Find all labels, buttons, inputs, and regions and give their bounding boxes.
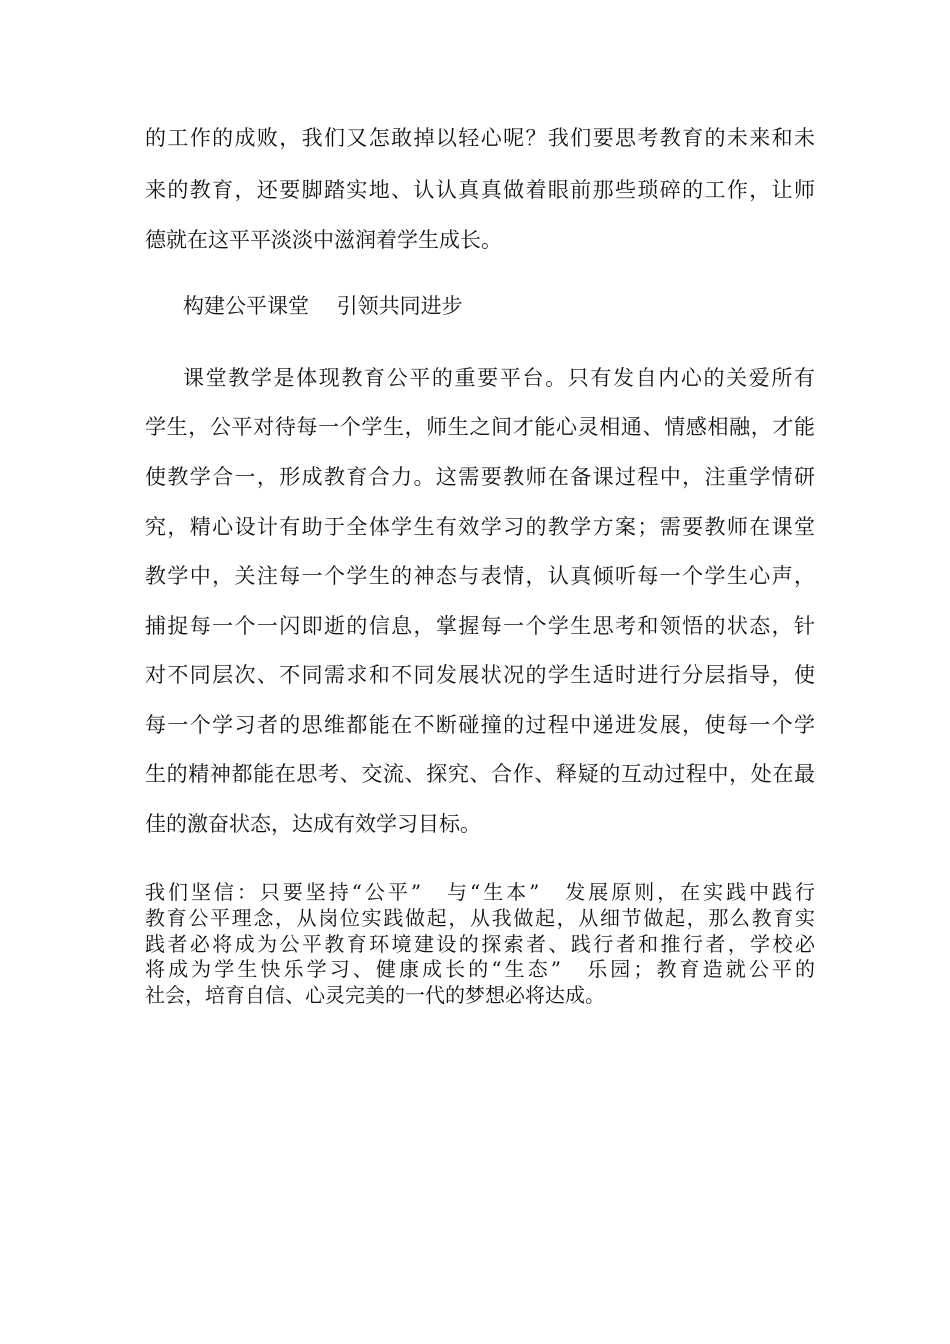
classroom-line-1: 课堂教学是体现教育公平的重要平台。只有发自内心的关爱所有: [183, 366, 815, 390]
classroom-line-9: 生的精神都能在思考、交流、探究、合作、释疑的互动过程中，处在最: [145, 762, 815, 786]
classroom-line-8: 每一个学习者的思维都能在不断碰撞的过程中递进发展，使每一个学: [145, 713, 815, 737]
conclusion-line-5: 社会，培育自信、心灵完美的一代的梦想必将达成。: [145, 983, 605, 1007]
conclusion-line-4: 将成为学生快乐学习、健康成长的“生态” 乐园；教育造就公平的: [145, 957, 815, 981]
classroom-line-7: 对不同层次、不同需求和不同发展状况的学生适时进行分层指导，使: [145, 663, 815, 687]
classroom-line-6: 捕捉每一个一闪即逝的信息，掌握每一个学生思考和领悟的状态，针: [145, 614, 815, 638]
conclusion-line-1: 我们坚信：只要坚持“公平” 与“生本” 发展原则，在实践中践行: [145, 880, 815, 904]
classroom-line-4: 究，精心设计有助于全体学生有效学习的教学方案；需要教师在课堂: [145, 515, 815, 539]
classroom-line-5: 教学中，关注每一个学生的神态与表情，认真倾听每一个学生心声，: [145, 564, 815, 588]
classroom-line-10: 佳的激奋状态，达成有效学习目标。: [145, 812, 481, 836]
intro-line-1: 的工作的成败，我们又怎敢掉以轻心呢？我们要思考教育的未来和未: [145, 126, 815, 150]
conclusion-line-3: 践者必将成为公平教育环境建设的探索者、践行者和推行者，学校必: [145, 932, 815, 956]
classroom-line-3: 使教学合一，形成教育合力。这需要教师在备课过程中，注重学情研: [145, 465, 815, 489]
classroom-line-2: 学生，公平对待每一个学生，师生之间才能心灵相通、情感相融，才能: [145, 415, 815, 439]
section-heading: 构建公平课堂 引领共同进步: [183, 294, 463, 318]
conclusion-line-2: 教育公平理念，从岗位实践做起，从我做起，从细节做起，那么教育实: [145, 906, 815, 930]
intro-line-3: 德就在这平平淡淡中滋润着学生成长。: [145, 228, 502, 252]
intro-line-2: 来的教育，还要脚踏实地、认认真真做着眼前那些琐碎的工作，让师: [145, 178, 815, 202]
